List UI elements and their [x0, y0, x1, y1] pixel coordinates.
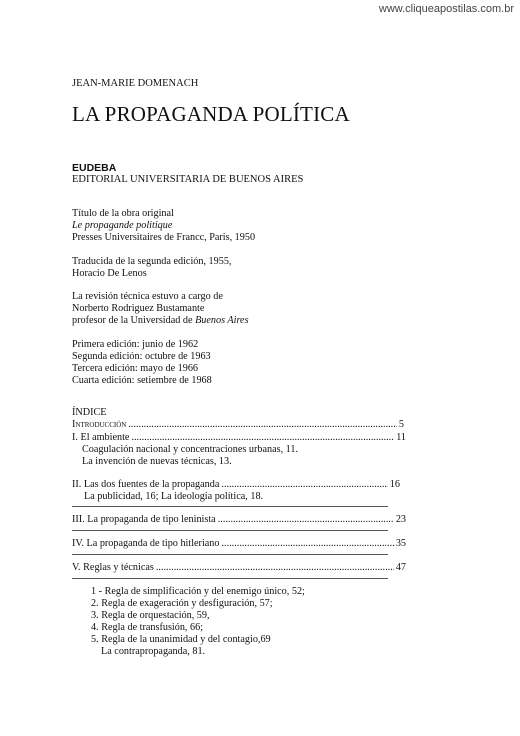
author-name: JEAN-MARIE DOMENACH	[72, 78, 199, 89]
original-publisher: Presses Universitaires de Francc, Paris, 1950	[72, 232, 256, 243]
toc-leader-dots	[218, 514, 394, 526]
divider-line	[72, 554, 388, 555]
rule-item: 4. Regla de transfusión, 66;	[91, 622, 204, 633]
original-title-label: Título de la obra original	[72, 208, 174, 219]
toc-entry-label: I. El ambiente	[72, 432, 130, 443]
toc-entry-chapter-2	[72, 479, 400, 491]
rule-item: 1 - Regla de simplificación y del enemigo único, 52;	[91, 586, 305, 597]
toc-entry-chapter-3	[72, 514, 406, 526]
divider-line	[72, 578, 388, 579]
toc-leader-dots	[128, 419, 397, 431]
toc-leader-dots	[221, 538, 393, 550]
toc-subentry: La invención de nuevas técnicas, 13.	[82, 456, 232, 467]
toc-entry-label: III. La propaganda de tipo leninista	[72, 514, 216, 525]
edition-line: Primera edición: junio de 1962	[72, 339, 199, 350]
toc-leader-dots	[131, 432, 394, 444]
toc-entry-chapter-4	[72, 538, 406, 550]
reviser-affiliation	[72, 315, 249, 327]
reviser-university: Buenos Aires	[195, 315, 249, 326]
divider-line	[72, 530, 388, 531]
toc-entry-intro	[72, 419, 404, 431]
rules-list	[91, 586, 305, 646]
toc-page-number: 16	[389, 479, 400, 490]
reviser-name: Norberto Rodriguez Bustamante	[72, 303, 205, 314]
toc-page-number: 47	[395, 562, 406, 573]
source-watermark: www.cliqueapostilas.com.br	[378, 3, 514, 15]
toc-subentry-counterpropaganda: La contrapropaganda, 81.	[101, 646, 206, 657]
toc-leader-dots	[156, 562, 394, 574]
rule-item: 5. Regla de la unanimidad y del contagio,69	[91, 634, 271, 645]
translation-edition: Traducida de la segunda edición, 1955,	[72, 256, 232, 267]
toc-page-number: 5	[398, 419, 404, 430]
toc-page-number: 23	[395, 514, 406, 525]
toc-entry-label: II. Las dos fuentes de la propaganda	[72, 479, 220, 490]
toc-leader-dots	[221, 479, 387, 491]
toc-entry-chapter-1	[72, 432, 406, 444]
divider-line	[72, 506, 388, 507]
original-title: Le propagande politique	[72, 220, 173, 231]
editions-block	[72, 339, 212, 387]
toc-entry-chapter-5	[72, 562, 406, 574]
reviser-affiliation-text: profesor de la Universidad de	[72, 315, 196, 326]
toc-entry-label: V. Reglas y técnicas	[72, 562, 154, 573]
toc-page-number: 35	[395, 538, 406, 549]
publisher-full-name: EDITORIAL UNIVERSITARIA DE BUENOS AIRES	[72, 174, 304, 185]
edition-line: Tercera edición: mayo de 1966	[72, 363, 199, 374]
edition-line: Segunda edición: octubre de 1963	[72, 351, 211, 362]
toc-subentry: Coagulación nacional y concentraciones urbanas, 11.	[82, 444, 299, 455]
revision-line: La revisión técnica estuvo a cargo de	[72, 291, 223, 302]
toc-page-number: 11	[396, 432, 406, 443]
index-heading: ÍNDICE	[72, 407, 107, 418]
toc-subentry: La publicidad, 16; La ideología política, 18.	[84, 491, 264, 502]
rule-item: 2. Regla de exageración y desfiguración, 57;	[91, 598, 273, 609]
edition-line: Cuarta edición: setiembre de 1968	[72, 375, 212, 386]
translator-name: Horacio De Lenos	[72, 268, 147, 279]
original-title-block	[72, 208, 255, 244]
book-title: LA PROPAGANDA POLÍTICA	[72, 102, 350, 126]
rule-item: 3. Regla de orquestación, 59,	[91, 610, 210, 621]
toc-entry-label: IV. La propaganda de tipo hitleriano	[72, 538, 220, 549]
translation-block	[72, 256, 231, 280]
publisher-short-name: EUDEBA	[72, 162, 117, 174]
toc-entry-label: Introducción	[72, 419, 127, 430]
revision-block	[72, 291, 249, 327]
